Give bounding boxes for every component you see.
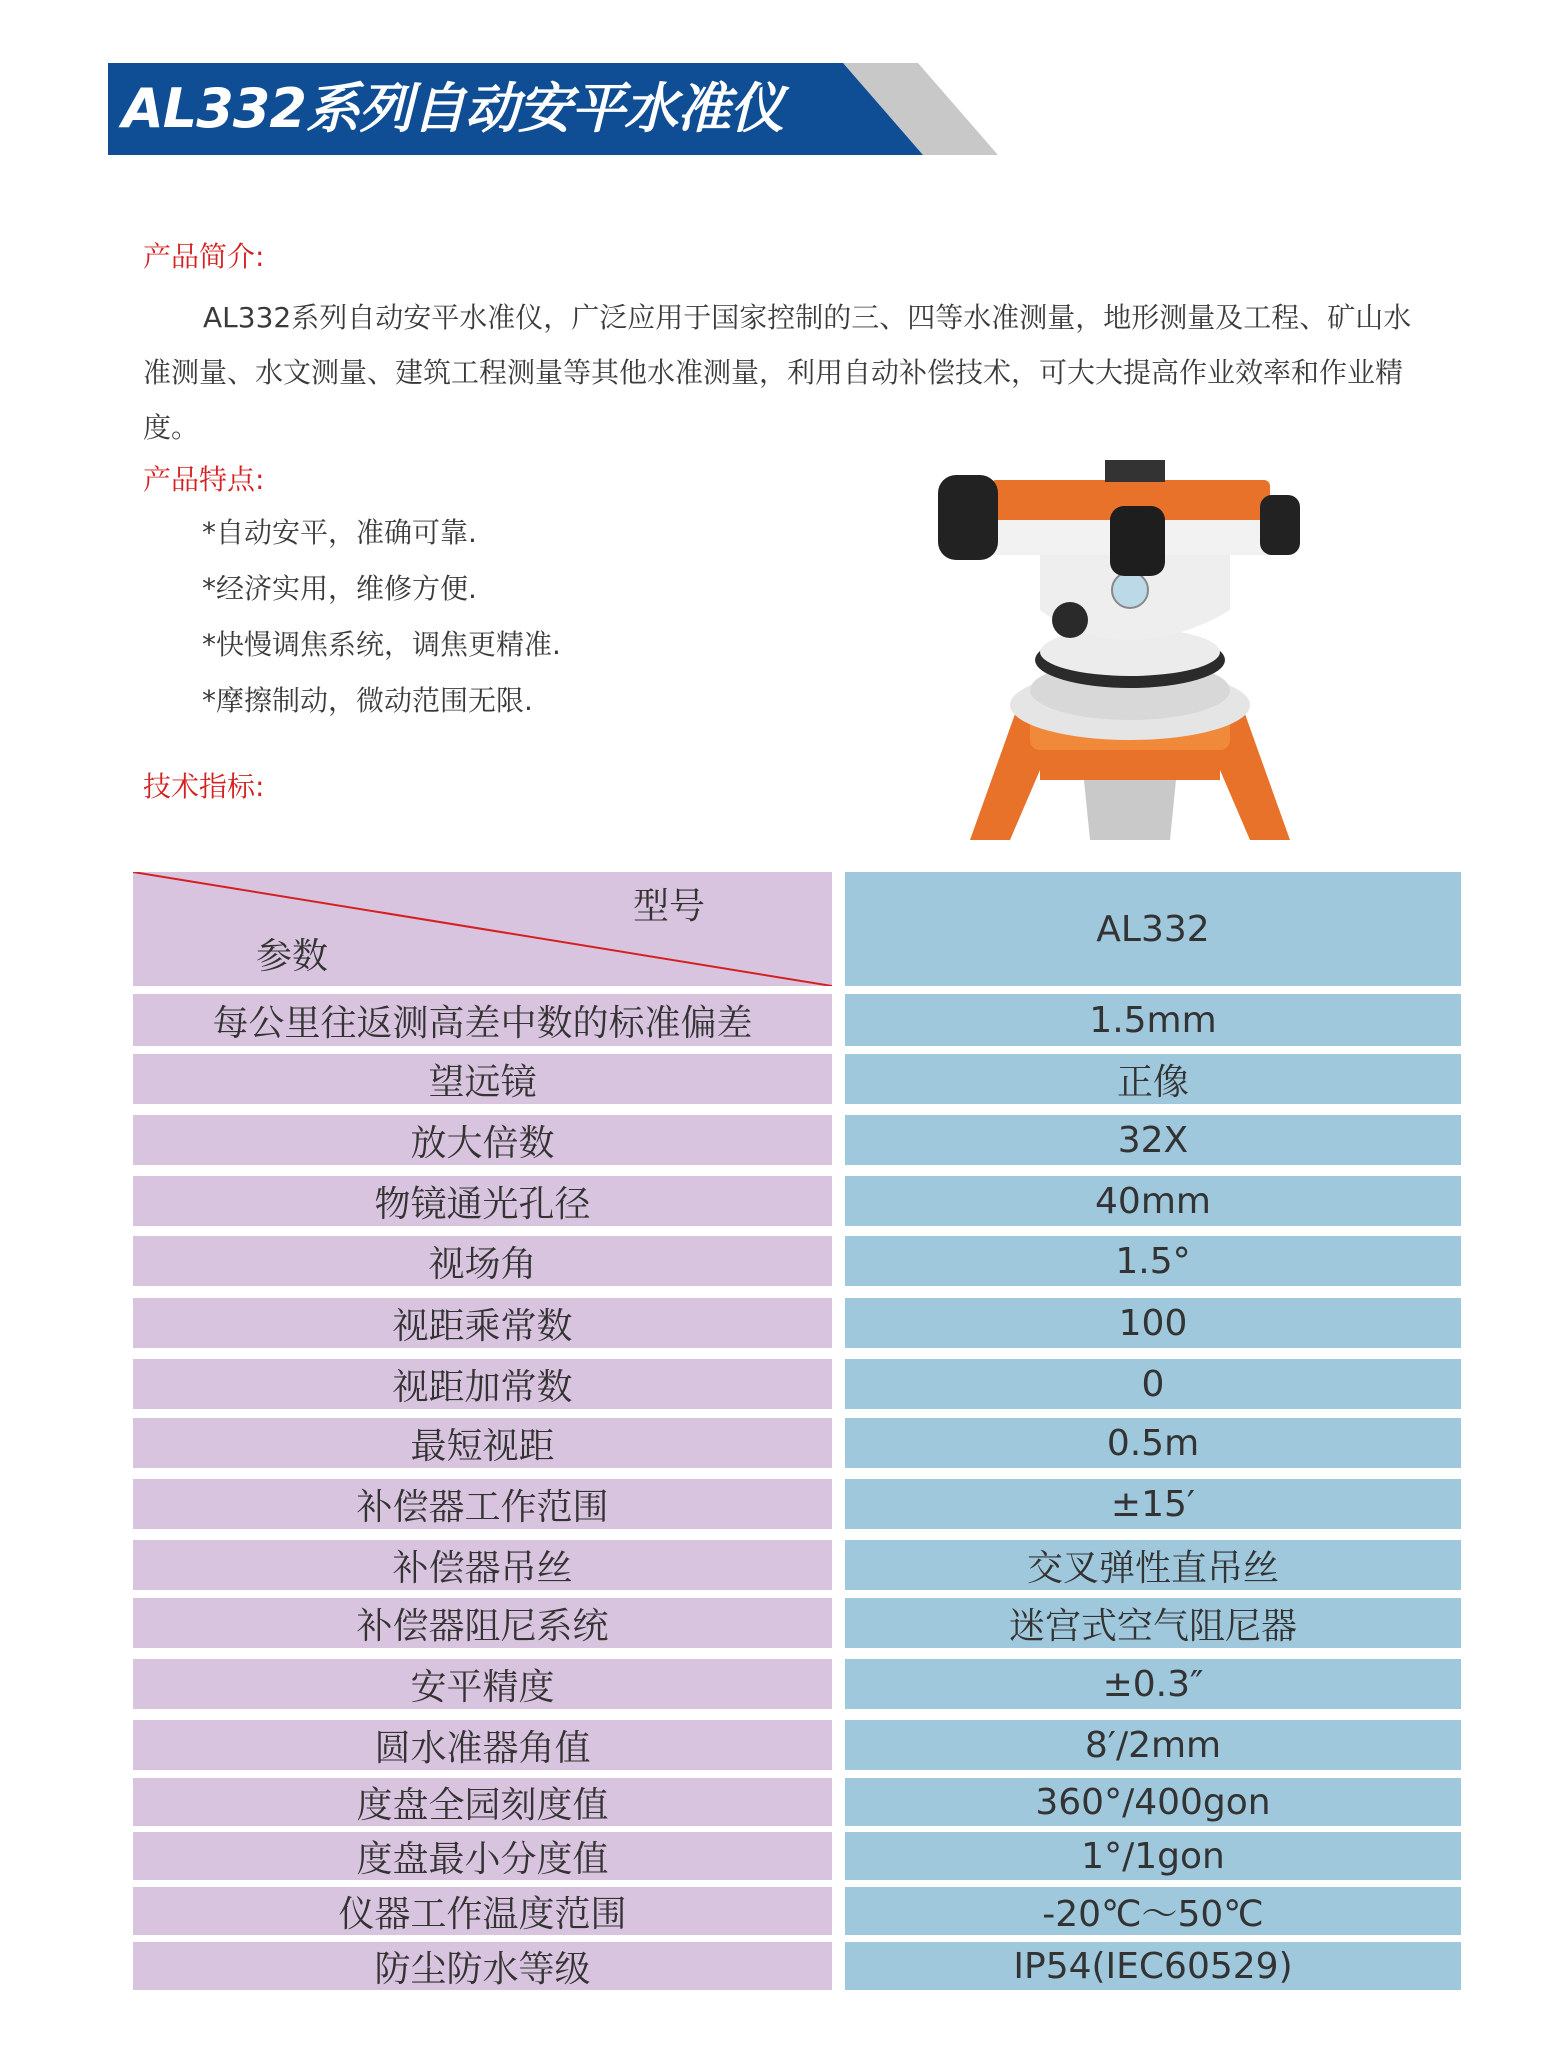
param-cell: 补偿器阻尼系统 [133,1598,832,1648]
table-row [133,1479,1461,1529]
table-row [133,1115,1461,1165]
value-cell: 正像 [845,1054,1461,1104]
param-cell: 补偿器吊丝 [133,1540,832,1590]
feature-item: *经济实用，维修方便. [202,572,477,605]
table-row [133,994,1461,1046]
table-row [133,1540,1461,1590]
page-title: AL332系列自动安平水准仪 [122,77,783,140]
table-row [133,1598,1461,1648]
features-heading: 产品特点: [143,463,265,496]
intro-paragraph: AL332系列自动安平水准仪，广泛应用于国家控制的三、四等水准测量，地形测量及工程、矿山水准测量、水文测量、建筑工程测量等其他水准测量，利用自动补偿技术，可大大提高作业效率和作业精度。 [143,301,1412,444]
table-row [133,1887,1461,1935]
header-param-label: 参数 [256,936,329,977]
header-model-value: AL332 [845,872,1461,986]
param-cell: 望远镜 [133,1054,832,1104]
value-cell: 32X [845,1115,1461,1165]
param-cell: 度盘最小分度值 [133,1832,832,1880]
value-cell: 1.5mm [845,994,1461,1046]
param-cell: 圆水准器角值 [133,1720,832,1770]
header-param-cell [133,872,832,986]
param-cell: 防尘防水等级 [133,1942,832,1990]
param-cell: 最短视距 [133,1418,832,1468]
table-row [133,1176,1461,1226]
param-cell: 视距乘常数 [133,1298,832,1348]
header-model-label: 型号 [633,886,706,927]
table-row [133,1054,1461,1104]
intro-heading: 产品简介: [143,240,265,273]
value-cell: -20℃～50℃ [845,1887,1461,1935]
value-cell: 交叉弹性直吊丝 [845,1540,1461,1590]
param-cell: 安平精度 [133,1659,832,1709]
specs-heading: 技术指标: [143,770,265,803]
value-cell: 1.5° [845,1236,1461,1286]
param-cell: 视场角 [133,1236,832,1286]
table-row [133,1418,1461,1468]
param-cell: 补偿器工作范围 [133,1479,832,1529]
value-cell: IP54(IEC60529) [845,1942,1461,1990]
value-cell: 0.5m [845,1418,1461,1468]
table-row [133,1359,1461,1409]
param-cell: 视距加常数 [133,1359,832,1409]
table-row [133,1832,1461,1880]
table-row [133,1942,1461,1990]
title-banner [108,63,998,155]
header-diagonal-line [133,872,832,986]
param-cell: 物镜通光孔径 [133,1176,832,1226]
value-cell: 40mm [845,1176,1461,1226]
table-row [133,1659,1461,1709]
feature-item: *快慢调焦系统，调焦更精准. [202,628,561,661]
param-cell: 放大倍数 [133,1115,832,1165]
table-row [133,1236,1461,1286]
feature-item: *摩擦制动，微动范围无限. [202,684,533,717]
param-cell: 度盘全园刻度值 [133,1778,832,1826]
value-cell: 1°/1gon [845,1832,1461,1880]
value-cell: 8′/2mm [845,1720,1461,1770]
value-cell: ±15′ [845,1479,1461,1529]
value-cell: 360°/400gon [845,1778,1461,1826]
product-photo [930,440,1330,840]
param-cell: 每公里往返测高差中数的标准偏差 [133,994,832,1046]
value-cell: ±0.3″ [845,1659,1461,1709]
feature-item: *自动安平，准确可靠. [202,516,477,549]
value-cell: 100 [845,1298,1461,1348]
table-row [133,1778,1461,1826]
feature-list [202,505,561,729]
value-cell: 迷宫式空气阻尼器 [845,1598,1461,1648]
param-cell: 仪器工作温度范围 [133,1887,832,1935]
table-row [133,1298,1461,1348]
value-cell: 0 [845,1359,1461,1409]
table-row [133,1720,1461,1770]
table-header-row [133,872,1461,986]
